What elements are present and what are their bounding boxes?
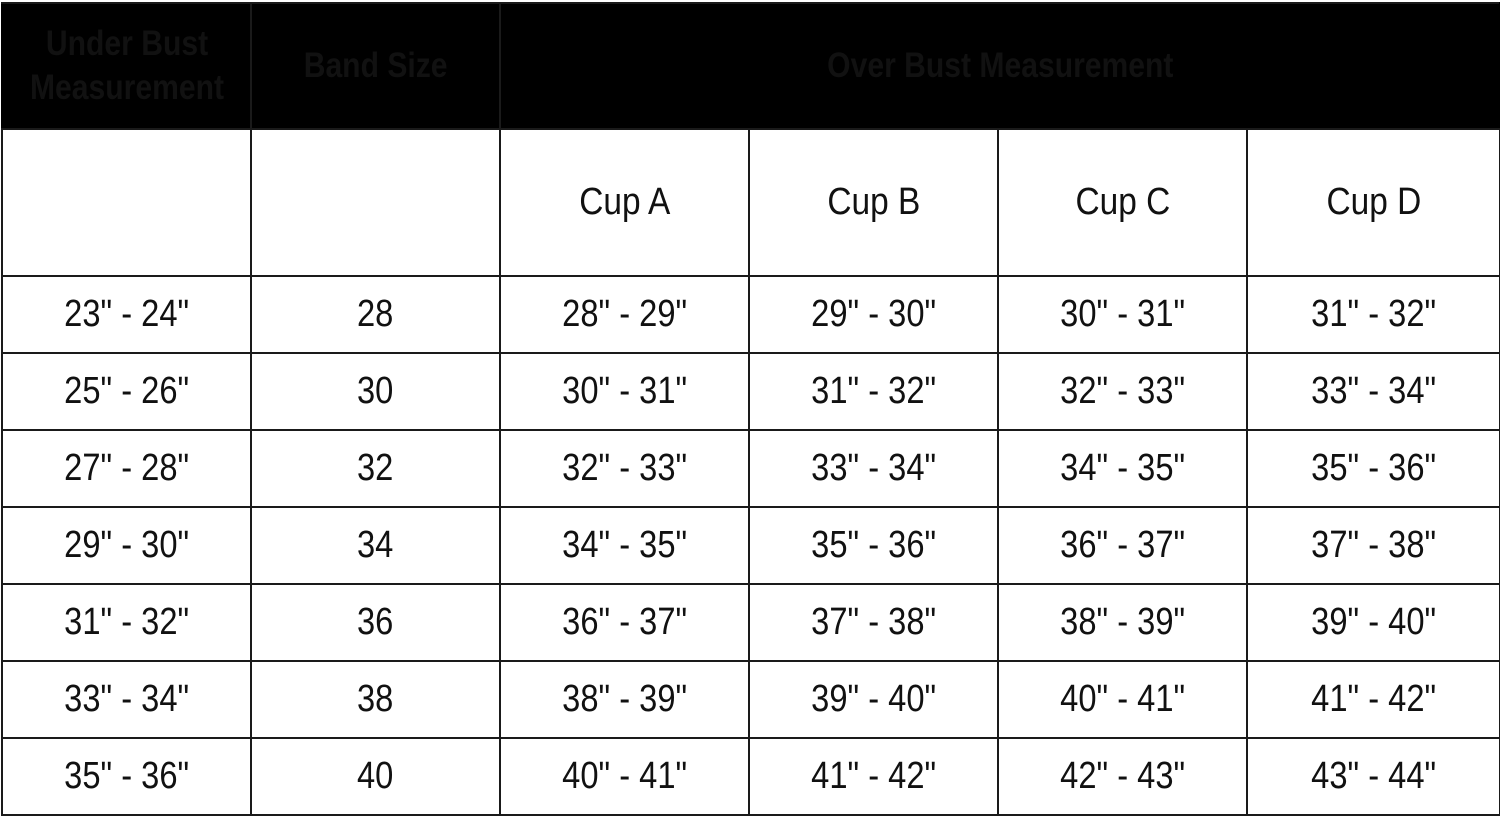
cup-a-cell [500, 507, 749, 584]
cup-a-value: 36" - 37" [562, 601, 687, 643]
cup-header [749, 129, 998, 276]
cup-d-cell [1247, 276, 1500, 353]
band-size-value: 32 [357, 447, 394, 489]
cup-a-cell [500, 430, 749, 507]
cup-b-value: 41" - 42" [811, 755, 936, 797]
cup-b-value: 39" - 40" [811, 678, 936, 720]
cup-b-value: 33" - 34" [811, 447, 936, 489]
cup-d-value: 35" - 36" [1311, 447, 1436, 489]
cup-label: Cup D [1326, 181, 1421, 223]
cup-label: Cup C [1075, 181, 1170, 223]
band-size-cell [251, 353, 500, 430]
cup-b-value: 37" - 38" [811, 601, 936, 643]
under-bust-cell [2, 584, 251, 661]
cup-a-value: 34" - 35" [562, 524, 687, 566]
cup-b-cell [749, 430, 998, 507]
cup-d-cell [1247, 430, 1500, 507]
cup-c-value: 36" - 37" [1060, 524, 1185, 566]
cup-c-value: 32" - 33" [1060, 370, 1185, 412]
band-size-cell [251, 507, 500, 584]
table-row [2, 584, 1500, 661]
cup-d-cell [1247, 661, 1500, 738]
cup-c-cell [998, 584, 1247, 661]
cup-d-cell [1247, 738, 1500, 815]
under-bust-header [2, 3, 251, 129]
band-size-cell [251, 584, 500, 661]
under-bust-value: 25" - 26" [64, 370, 189, 412]
cup-c-cell [998, 430, 1247, 507]
cup-c-cell [998, 661, 1247, 738]
cup-b-cell [749, 507, 998, 584]
cup-c-value: 40" - 41" [1060, 678, 1185, 720]
cup-b-value: 29" - 30" [811, 293, 936, 335]
band-size-value: 30 [357, 370, 394, 412]
cup-a-cell [500, 738, 749, 815]
under-bust-value: 23" - 24" [64, 293, 189, 335]
cup-b-cell [749, 353, 998, 430]
under-bust-cell [2, 276, 251, 353]
band-size-value: 34 [357, 524, 394, 566]
under-bust-cell [2, 661, 251, 738]
under-bust-value: 29" - 30" [64, 524, 189, 566]
under-bust-value: 33" - 34" [64, 678, 189, 720]
cup-d-value: 31" - 32" [1311, 293, 1436, 335]
band-size-cell [251, 661, 500, 738]
table-row [2, 276, 1500, 353]
band-size-value: 28 [357, 293, 394, 335]
cup-a-cell [500, 661, 749, 738]
empty-cell [2, 129, 251, 276]
cup-c-cell [998, 353, 1247, 430]
cup-a-cell [500, 276, 749, 353]
band-size-header [251, 3, 500, 129]
table-row [2, 661, 1500, 738]
cup-d-cell [1247, 507, 1500, 584]
under-bust-value: 27" - 28" [64, 447, 189, 489]
under-bust-cell [2, 353, 251, 430]
cup-header [1247, 129, 1500, 276]
under-bust-cell [2, 507, 251, 584]
cup-d-value: 39" - 40" [1311, 601, 1436, 643]
cup-d-cell [1247, 584, 1500, 661]
cup-a-value: 30" - 31" [562, 370, 687, 412]
cup-b-value: 31" - 32" [811, 370, 936, 412]
under-bust-cell [2, 430, 251, 507]
over-bust-header [500, 3, 1500, 129]
cup-c-cell [998, 276, 1247, 353]
cup-d-value: 33" - 34" [1311, 370, 1436, 412]
band-size-header-label: Band Size [303, 46, 448, 85]
cup-header [500, 129, 749, 276]
cup-b-cell [749, 584, 998, 661]
cup-d-value: 41" - 42" [1311, 678, 1436, 720]
under-bust-header-label: Under Bust Measurement [29, 24, 224, 107]
table-row [2, 430, 1500, 507]
band-size-cell [251, 738, 500, 815]
cup-b-cell [749, 661, 998, 738]
cup-d-value: 37" - 38" [1311, 524, 1436, 566]
cup-c-value: 34" - 35" [1060, 447, 1185, 489]
over-bust-header-label: Over Bust Measurement [826, 46, 1174, 85]
table-row [2, 507, 1500, 584]
cup-a-value: 28" - 29" [562, 293, 687, 335]
under-bust-value: 31" - 32" [64, 601, 189, 643]
cup-header [998, 129, 1247, 276]
cup-label: Cup B [827, 181, 920, 223]
cup-label: Cup A [578, 181, 671, 223]
cup-a-value: 40" - 41" [562, 755, 687, 797]
under-bust-value: 35" - 36" [64, 755, 189, 797]
band-size-value: 40 [357, 755, 394, 797]
header-row [2, 3, 1500, 129]
cup-a-value: 32" - 33" [562, 447, 687, 489]
cup-a-cell [500, 353, 749, 430]
cup-d-value: 43" - 44" [1311, 755, 1436, 797]
size-table [1, 2, 1500, 816]
under-bust-cell [2, 738, 251, 815]
cup-c-cell [998, 507, 1247, 584]
table-row [2, 353, 1500, 430]
cup-d-cell [1247, 353, 1500, 430]
band-size-cell [251, 430, 500, 507]
table-row [2, 738, 1500, 815]
cup-c-value: 42" - 43" [1060, 755, 1185, 797]
cup-a-value: 38" - 39" [562, 678, 687, 720]
cup-a-cell [500, 584, 749, 661]
cup-b-cell [749, 276, 998, 353]
band-size-cell [251, 276, 500, 353]
cup-c-cell [998, 738, 1247, 815]
cup-row [2, 129, 1500, 276]
empty-cell [251, 129, 500, 276]
cup-c-value: 30" - 31" [1060, 293, 1185, 335]
band-size-value: 38 [357, 678, 394, 720]
cup-b-value: 35" - 36" [811, 524, 936, 566]
cup-c-value: 38" - 39" [1060, 601, 1185, 643]
band-size-value: 36 [357, 601, 394, 643]
cup-b-cell [749, 738, 998, 815]
